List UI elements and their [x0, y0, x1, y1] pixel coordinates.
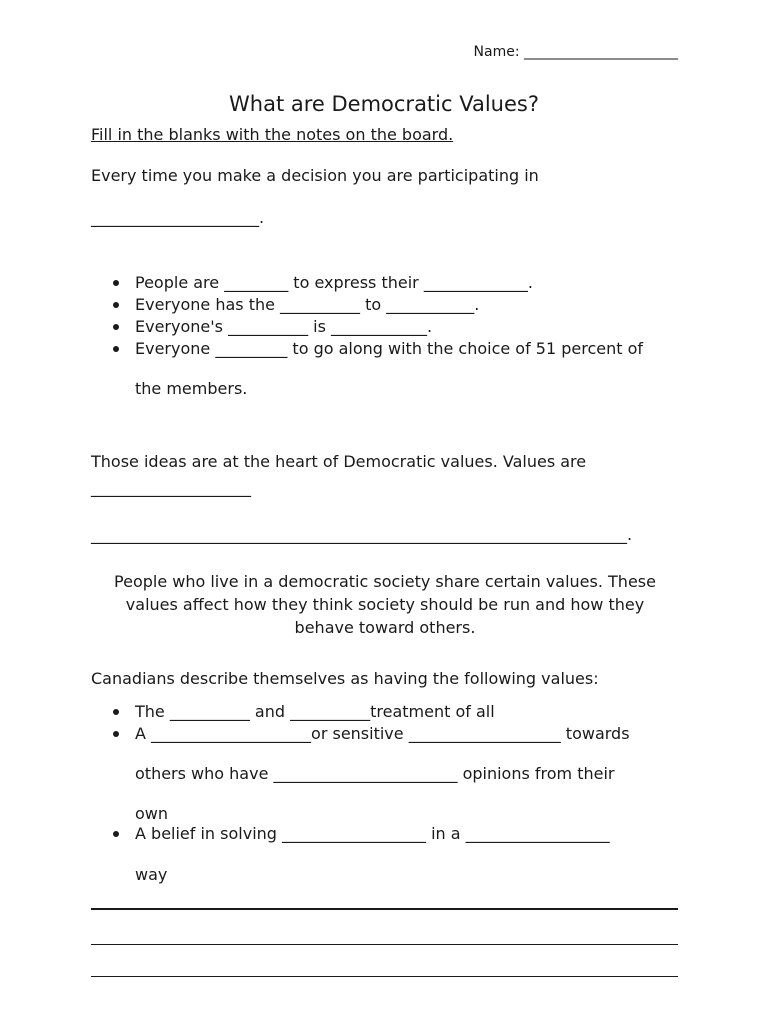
writing-line: [91, 944, 678, 945]
intro-line-2: _____________________.: [91, 208, 265, 227]
intro-line-1: Every time you make a decision you are participating in: [91, 166, 539, 185]
list-item-text: People are ________ to express their _____________.: [135, 273, 533, 292]
name-field-label: Name: ______________________: [473, 44, 678, 60]
list-item-text: way: [135, 865, 168, 884]
bullet-icon: [113, 280, 119, 286]
page-title: What are Democratic Values?: [229, 92, 539, 116]
paragraph-line: behave toward others.: [294, 618, 476, 637]
list-item-text: A belief in solving __________________ in a __________________: [135, 824, 610, 843]
list-item-text: Everyone has the __________ to ___________.: [135, 295, 480, 314]
list-item-text: own: [135, 804, 169, 823]
values-definition-line-3: ___________________________________________________________________.: [91, 525, 633, 544]
paragraph-line: People who live in a democratic society share certain values. These: [114, 572, 656, 591]
values-definition-line-1: Those ideas are at the heart of Democratic values. Values are: [91, 452, 587, 471]
writing-line: [91, 908, 678, 910]
bullet-icon: [113, 831, 119, 837]
bullet-icon: [113, 324, 119, 330]
paragraph-line: values affect how they think society should be run and how they: [125, 595, 645, 614]
bullet-icon: [113, 709, 119, 715]
list-item-text: A ____________________or sensitive ___________________ towards: [135, 724, 630, 743]
bullet-icon: [113, 346, 119, 352]
list-item-text: The __________ and __________treatment of all: [135, 702, 495, 721]
writing-line: [91, 976, 678, 977]
list-item-text: others who have _______________________ opinions from their: [135, 764, 615, 783]
democratic-society-paragraph: [91, 570, 679, 639]
list-item-text: Everyone's __________ is ____________.: [135, 317, 433, 336]
instruction: Fill in the blanks with the notes on the board.: [91, 125, 454, 144]
canadians-intro: Canadians describe themselves as having the following values:: [91, 669, 599, 688]
bullet-icon: [113, 731, 119, 737]
bullet-icon: [113, 302, 119, 308]
list-item-text: Everyone _________ to go along with the choice of 51 percent of: [135, 339, 644, 358]
values-definition-line-2: ____________________: [91, 478, 251, 497]
list-item-text: the members.: [135, 379, 248, 398]
